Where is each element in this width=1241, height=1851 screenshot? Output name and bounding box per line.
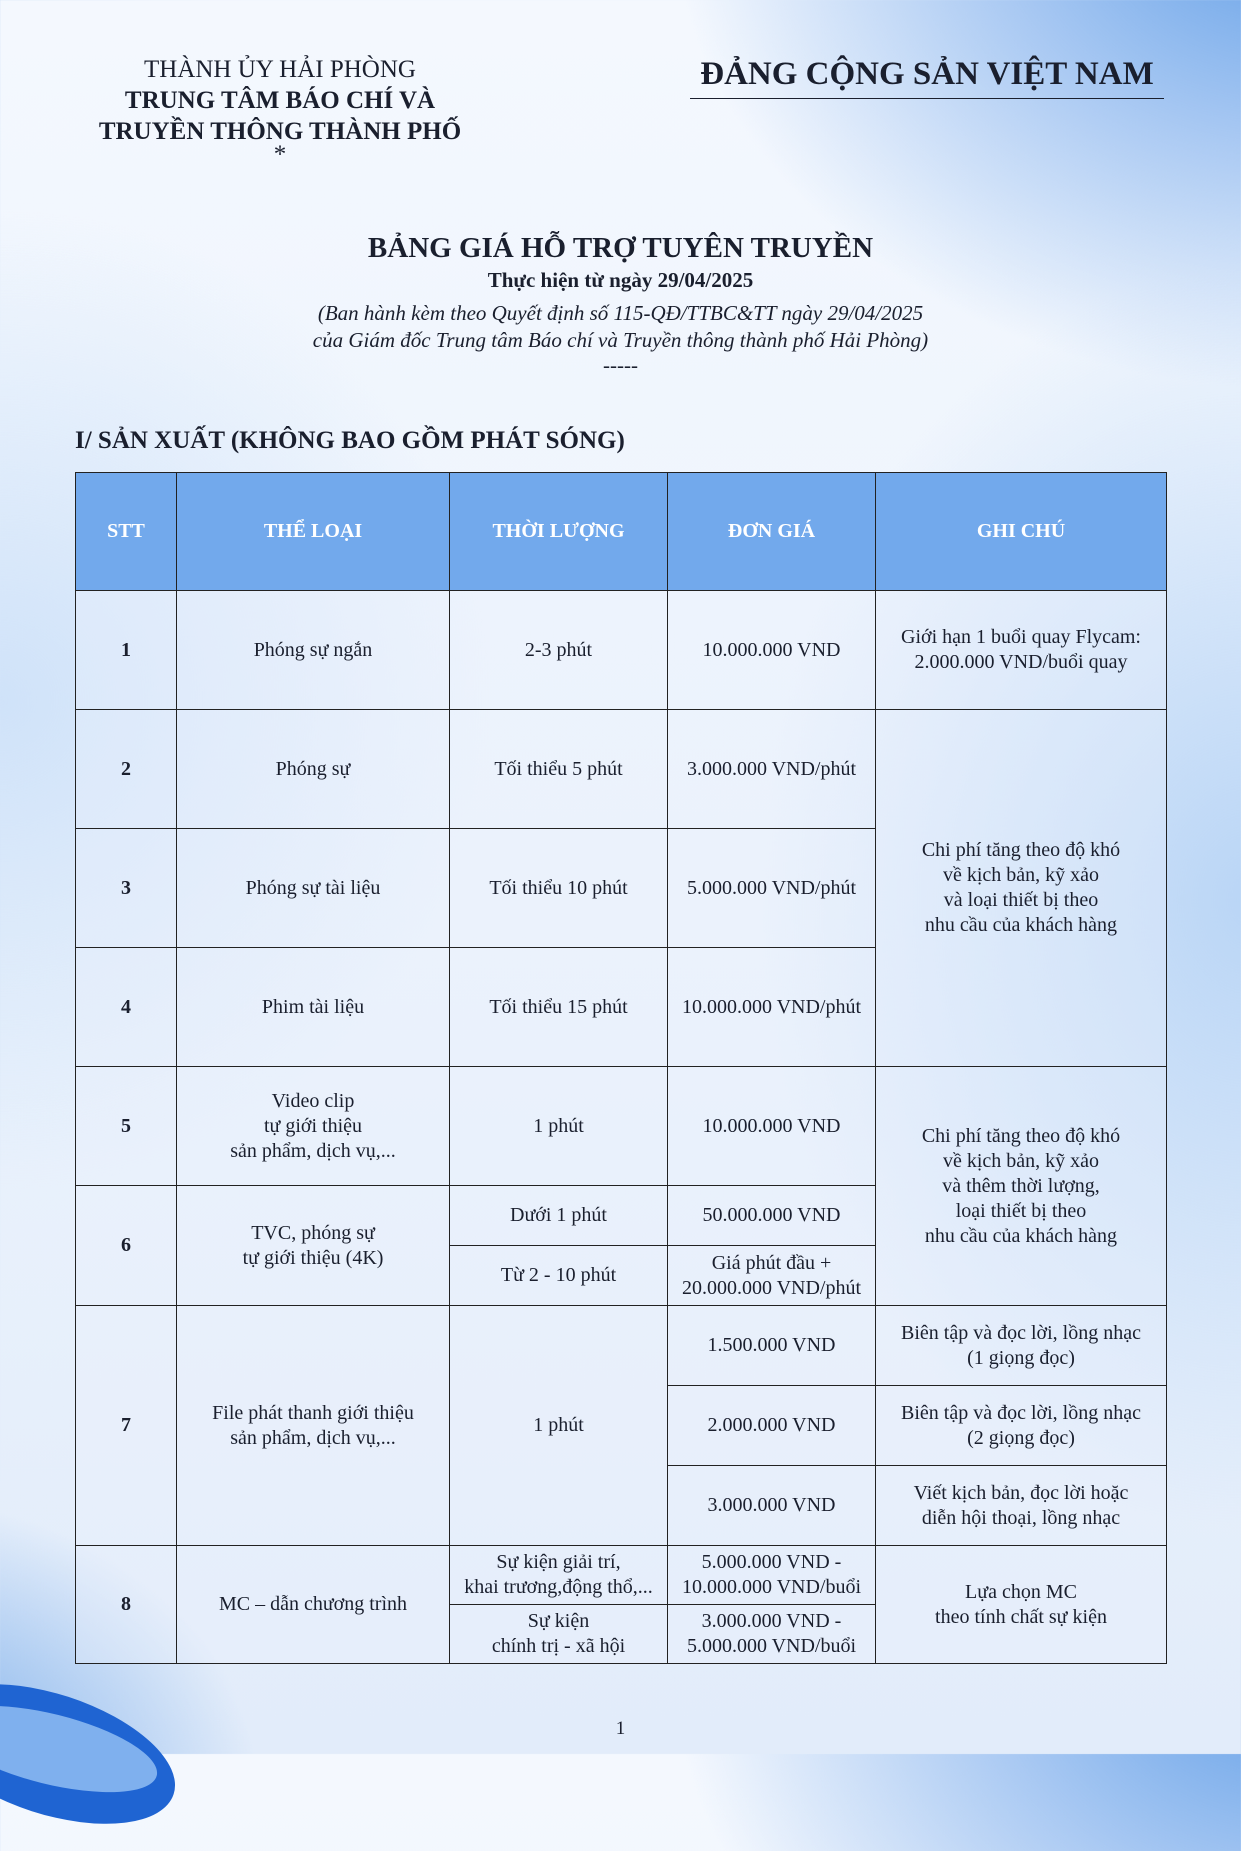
header-type: THỂ LOẠI	[177, 473, 450, 591]
cell-stt: 2	[76, 710, 177, 829]
cell-type: File phát thanh giới thiệu sản phẩm, dịch vụ,...	[177, 1306, 450, 1546]
cell-type: MC – dẫn chương trình	[177, 1546, 450, 1664]
cell-price: 5.000.000 VND/phút	[668, 829, 876, 948]
cell-note: Giới hạn 1 buổi quay Flycam: 2.000.000 VND/buổi quay	[876, 591, 1167, 710]
cell-price: Giá phút đầu + 20.000.000 VND/phút	[668, 1246, 876, 1306]
header-note: GHI CHÚ	[876, 473, 1167, 591]
cell-type: Phim tài liệu	[177, 948, 450, 1067]
party-title-block	[690, 54, 1164, 99]
table-row	[76, 1067, 1167, 1186]
cell-price: 5.000.000 VND - 10.000.000 VND/buổi	[668, 1546, 876, 1605]
cell-duration: Sự kiện giải trí, khai trương,động thổ,...	[450, 1546, 668, 1605]
cell-type: Phóng sự ngắn	[177, 591, 450, 710]
document-separator: -----	[603, 353, 638, 377]
cell-note: Viết kịch bản, đọc lời hoặc diễn hội thoại, lồng nhạc	[876, 1466, 1167, 1546]
document-title: BẢNG GIÁ HỖ TRỢ TUYÊN TRUYỀN	[367, 232, 874, 264]
cell-duration: Tối thiểu 15 phút	[450, 948, 668, 1067]
party-title: ĐẢNG CỘNG SẢN VIỆT NAM	[700, 56, 1154, 92]
table-row	[76, 1306, 1167, 1386]
document-subtitle: Thực hiện từ ngày 29/04/2025	[487, 268, 754, 292]
cell-duration: Dưới 1 phút	[450, 1186, 668, 1246]
agency-parent: THÀNH ỦY HẢI PHÒNG	[144, 56, 416, 83]
cell-stt: 8	[76, 1546, 177, 1664]
cell-note-shared: Chi phí tăng theo độ khó về kịch bản, kỹ xảo và loại thiết bị theo nhu cầu của khách hàng	[876, 710, 1167, 1067]
header-duration: THỜI LƯỢNG	[450, 473, 668, 591]
document-note-line2: của Giám đốc Trung tâm Báo chí và Truyền thông thành phố Hải Phòng)	[312, 328, 929, 352]
cell-duration: Tối thiểu 10 phút	[450, 829, 668, 948]
cell-stt: 6	[76, 1186, 177, 1306]
header-stt: STT	[76, 473, 177, 591]
page-number: 1	[615, 1718, 626, 1739]
price-table	[75, 472, 1167, 1664]
cell-duration: Tối thiểu 5 phút	[450, 710, 668, 829]
cell-duration: 1 phút	[450, 1306, 668, 1546]
agency-name-line2: TRUYỀN THÔNG THÀNH PHỐ	[98, 118, 462, 145]
cell-price: 1.500.000 VND	[668, 1306, 876, 1386]
cell-price: 3.000.000 VND/phút	[668, 710, 876, 829]
cell-type: TVC, phóng sự tự giới thiệu (4K)	[177, 1186, 450, 1306]
cell-stt: 4	[76, 948, 177, 1067]
cell-stt: 7	[76, 1306, 177, 1546]
header-price: ĐƠN GIÁ	[668, 473, 876, 591]
cell-note: Biên tập và đọc lời, lồng nhạc (2 giọng đọc)	[876, 1386, 1167, 1466]
table-row	[76, 591, 1167, 710]
cell-note: Lựa chọn MC theo tính chất sự kiện	[876, 1546, 1167, 1664]
party-title-underline	[690, 98, 1164, 99]
cell-note-shared: Chi phí tăng theo độ khó về kịch bản, kỹ xảo và thêm thời lượng, loại thiết bị theo nhu cầu của khách hàng	[876, 1067, 1167, 1306]
cell-price: 2.000.000 VND	[668, 1386, 876, 1466]
cell-price: 50.000.000 VND	[668, 1186, 876, 1246]
document-title-block	[0, 230, 1241, 376]
table-row	[76, 710, 1167, 829]
cell-type: Phóng sự tài liệu	[177, 829, 450, 948]
cell-price: 10.000.000 VND	[668, 591, 876, 710]
cell-price: 3.000.000 VND - 5.000.000 VND/buổi	[668, 1605, 876, 1664]
document-note-line1: (Ban hành kèm theo Quyết định số 115-QĐ/TTBC&TT ngày 29/04/2025	[317, 301, 924, 325]
cell-price: 10.000.000 VND	[668, 1067, 876, 1186]
section-title: I/ SẢN XUẤT (KHÔNG BAO GỒM PHÁT SÓNG)	[75, 427, 625, 454]
table-header-row	[76, 473, 1167, 591]
issuing-agency-block	[60, 54, 500, 168]
cell-duration: Từ 2 - 10 phút	[450, 1246, 668, 1306]
cell-price: 3.000.000 VND	[668, 1466, 876, 1546]
cell-duration: 1 phút	[450, 1067, 668, 1186]
cell-duration: 2-3 phút	[450, 591, 668, 710]
agency-name-line1: TRUNG TÂM BÁO CHÍ VÀ	[124, 87, 436, 114]
cell-price: 10.000.000 VND/phút	[668, 948, 876, 1067]
cell-stt: 3	[76, 829, 177, 948]
cell-duration: Sự kiện chính trị - xã hội	[450, 1605, 668, 1664]
table-row	[76, 1546, 1167, 1605]
agency-star: *	[273, 141, 287, 168]
cell-stt: 5	[76, 1067, 177, 1186]
cell-type: Video clip tự giới thiệu sản phẩm, dịch vụ,...	[177, 1067, 450, 1186]
cell-stt: 1	[76, 591, 177, 710]
cell-note: Biên tập và đọc lời, lồng nhạc (1 giọng đọc)	[876, 1306, 1167, 1386]
cell-type: Phóng sự	[177, 710, 450, 829]
